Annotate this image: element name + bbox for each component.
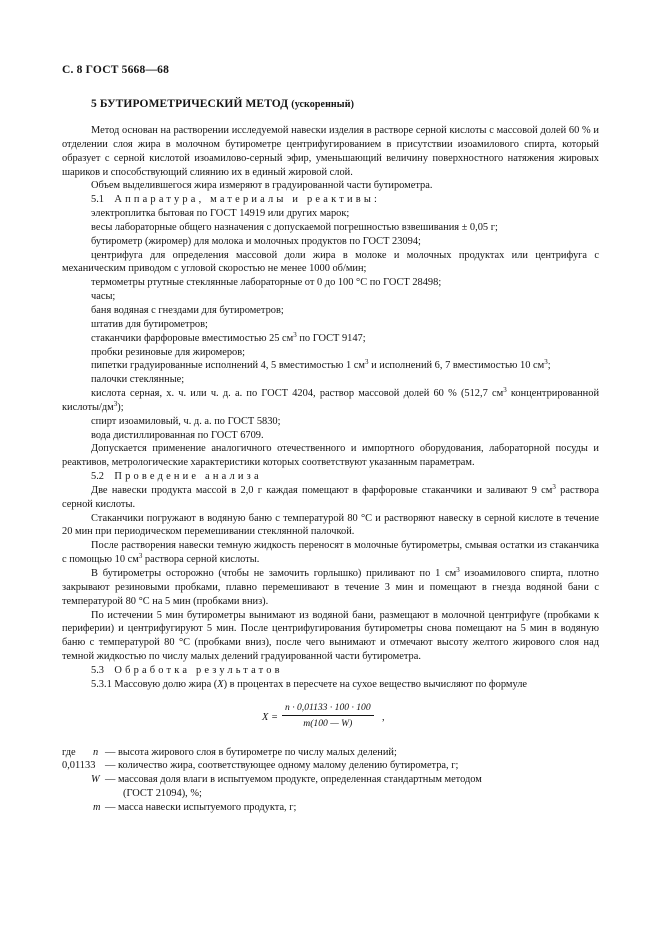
section-title-main: 5 БУТИРОМЕТРИЧЕСКИЙ МЕТОД	[91, 98, 289, 110]
document-body	[62, 124, 599, 815]
legend-description: — масса навески испытуемого продукта, г;	[105, 801, 297, 813]
list-item: пробки резиновые для жиромеров;	[91, 346, 246, 358]
legend-description: — количество жира, соответствующее одному малому делению бутирометра, г;	[105, 760, 459, 772]
legend-description: — массовая доля влаги в испытуемом продукте, определенная стандартным методом	[105, 774, 482, 786]
paragraph-5-3-1: 5.3.1 Массовую долю жира (X) в процентах в пересчете на сухое вещество вычисляют по формуле	[91, 678, 527, 690]
section-title-sub: (ускоренный)	[291, 99, 354, 110]
list-item: термометры ртутные стеклянные лабораторные от 0 до 100 °С по ГОСТ 28498;	[91, 277, 442, 289]
legend-symbol: n	[93, 746, 99, 758]
list-item: часы;	[91, 291, 116, 303]
legend-row	[62, 801, 599, 815]
list-item: вода дистиллированная по ГОСТ 6709.	[91, 429, 264, 441]
list-item: палочки стеклянные;	[91, 374, 185, 386]
legend-row	[62, 787, 599, 801]
subsection-title: Обработка результатов	[114, 664, 283, 676]
list-item: пипетки градуированные исполнений 4, 5 вместимостью 1 $см^3$ и исполнений 6, 7 вместимостью 10 $см^3$;	[91, 358, 551, 372]
legend-symbol: 0,01133	[62, 760, 96, 772]
legend-description: — высота жирового слоя в бутирометре по числу малых делений;	[105, 746, 397, 758]
paragraph-method: Метод основан на растворении исследуемой навески изделия в растворе серной кислоты с массовой долей 60 % и отделении слоя жира в молочном бутирометре центрифугированием в присутствии изоамилового спирта, который образует с серной кислотой изоамилово-серный эфир, уменьшающий величину поверхностного натяжения жировых шариков и способствующий слиянию их в единый жировой слой.	[62, 125, 599, 178]
subsection-5-3-heading	[62, 664, 599, 678]
list-item: весы лабораторные общего назначения с допускаемой погрешностью взвешивания ± 0,05 г;	[91, 221, 498, 233]
variable-legend	[62, 746, 599, 815]
paragraph-analysis: По истечении 5 мин бутирометры вынимают из водяной бани, размещают в молочной центрифуге (пробками к периферии) и центрифугируют 5 мин. После центрифугирования бутирометры снова помещают на 5 мин в водяную баню с температурой 80 °С (пробками вниз), после чего вынимают и отмечают высоту желтого жирового слоя над темной жидкостью по числу малых делений градуированной части бутирометра.	[62, 609, 599, 663]
formula-lhs: X =	[262, 711, 278, 723]
subsection-number: 5.1	[91, 194, 104, 206]
list-item: кислота серная, х. ч. или ч. д. а. по ГОСТ 4204, раствор массовой долей 60 % (512,7 $см^3$ концентрированной кислоты/$дм^3$);	[62, 386, 599, 413]
list-item: баня водяная с гнездами для бутирометров;	[91, 304, 284, 316]
formula-fraction	[282, 701, 374, 732]
subsection-title: Проведение анализа	[114, 471, 262, 483]
subsection-number: 5.3	[91, 664, 104, 676]
page-header: С. 8 ГОСТ 5668—68	[62, 64, 170, 76]
legend-row	[62, 746, 599, 760]
paragraph-analysis: В бутирометры осторожно (чтобы не замочить горлышко) приливают по 1 $см^3$ изоамилового спирта, плотно закрывают резиновыми пробками, плавно перемешивают в течение 3 мин и помещают в гнезда водяной бани с температурой 80 °С на 5 мин (пробками вниз).	[62, 566, 600, 607]
legend-description-continued: (ГОСТ 21094), %;	[123, 788, 202, 800]
paragraph-equivalents: Допускается применение аналогичного отечественного и импортного оборудования, лабораторной посуды и реактивов, метрологические характеристики которых соответствуют указанным параметрам.	[62, 443, 599, 469]
legend-row	[62, 773, 599, 787]
legend-symbol: W	[91, 774, 100, 786]
list-item: электроплитка бытовая по ГОСТ 14919 или других марок;	[91, 208, 350, 220]
list-item: спирт изоамиловый, ч. д. а. по ГОСТ 5830;	[91, 415, 281, 427]
legend-symbol: m	[93, 801, 101, 813]
legend-row	[62, 759, 599, 773]
subsection-5-1-heading	[62, 193, 599, 207]
subsection-number: 5.2	[91, 471, 104, 483]
paragraph-analysis: После растворения навески темную жидкость переносят в молочные бутирометры, смывая остатки из стаканчика с помощью 10 $см^3$ раствора серной кислоты.	[62, 540, 599, 566]
list-item: штатив для бутирометров;	[91, 318, 208, 330]
section-title	[91, 98, 354, 110]
formula-comma: ,	[382, 711, 385, 723]
paragraph-analysis: Две навески продукта массой в 2,0 г каждая помещают в фарфоровые стаканчики и заливают 9 $см^3$ раствора серной кислоты.	[62, 482, 599, 510]
subsection-title: Аппаратура, материалы и реактивы:	[114, 194, 381, 206]
legend-lead: где	[62, 746, 76, 758]
fat-formula	[62, 696, 599, 740]
formula-numerator: n · 0,01133 · 100 · 100	[282, 701, 374, 717]
list-item: стаканчики фарфоровые вместимостью 25 $см^3$ по ГОСТ 9147;	[91, 330, 366, 344]
list-item: бутирометр (жиромер) для молока и молочных продуктов по ГОСТ 23094;	[91, 235, 421, 247]
paragraph-analysis: Стаканчики погружают в водяную баню с температурой 80 °С и растворяют навеску в серной кислоте в течение 20 мин при периодическом перемешивании стеклянной палочкой.	[62, 512, 599, 538]
paragraph-volume: Объем выделившегося жира измеряют в градуированной части бутирометра.	[91, 180, 433, 192]
list-item: центрифуга для определения массовой доли жира в молоке и молочных продуктах или центрифуга с механическим приводом с угловой скоростью не менее 1000 об/мин;	[62, 249, 599, 275]
subsection-5-2-heading	[62, 470, 599, 484]
formula-denominator: m(100 — W)	[303, 718, 353, 730]
